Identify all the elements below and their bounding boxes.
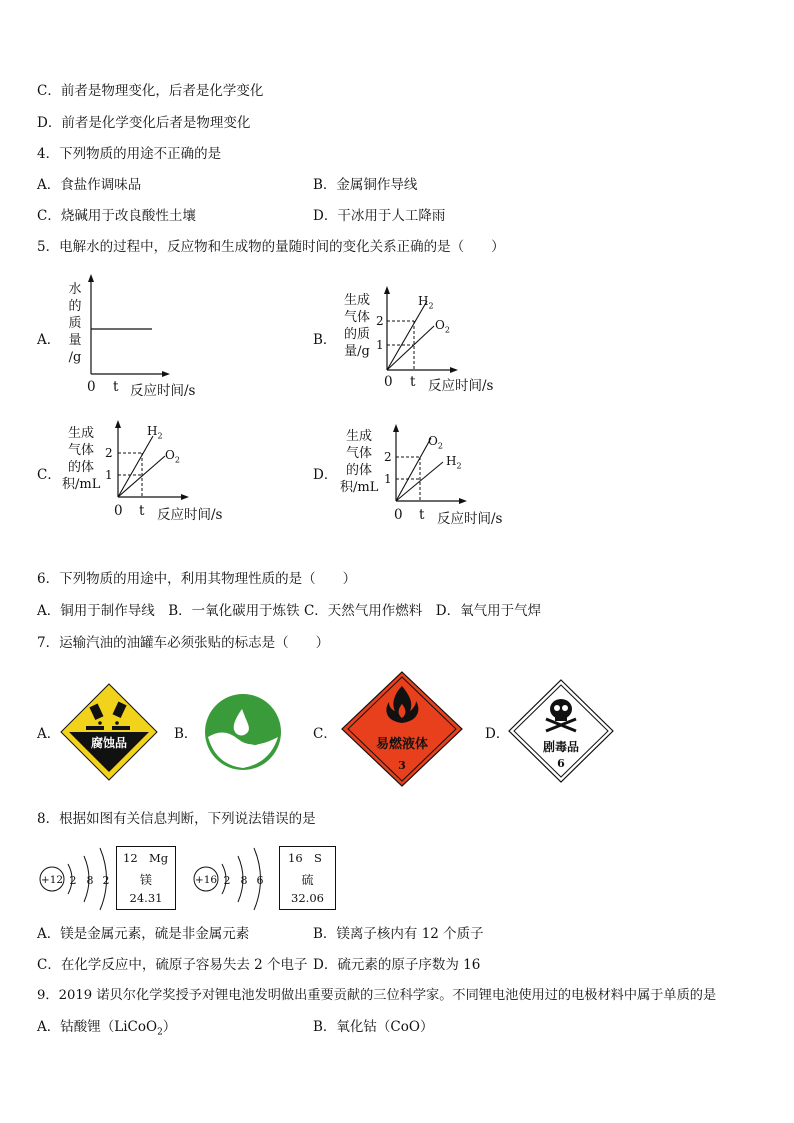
graph-d-ylabel: 生成 气体 的体 积/mL bbox=[340, 429, 379, 495]
svg-text:+12: +12 bbox=[40, 874, 64, 886]
corrosive-sign bbox=[60, 683, 158, 781]
corrosive-label: 腐蚀品 bbox=[90, 736, 128, 750]
s-atom-diagram bbox=[192, 840, 274, 918]
flammable-label: 易燃液体 bbox=[375, 737, 429, 752]
graph-c-ylabel: 生成 气体 的体 积/mL bbox=[62, 426, 101, 492]
toxic-class: 6 bbox=[557, 757, 565, 770]
q8-option-d: D．硫元素的原子序数为 16 bbox=[313, 957, 481, 973]
toxic-sign bbox=[508, 679, 614, 783]
graph-c-tick-2: 2 bbox=[105, 446, 113, 460]
q5-label-a: A． bbox=[37, 332, 61, 348]
graph-b-o2-line bbox=[387, 326, 434, 370]
q6-options: A．铜用于制作导线 B．一氧化碳用于炼铁 C．天然气用作燃料 D．氧气用于气焊 bbox=[37, 603, 542, 619]
svg-text:2: 2 bbox=[102, 874, 110, 887]
svg-text:6: 6 bbox=[256, 874, 264, 887]
graph-b-tick-2: 2 bbox=[376, 314, 384, 328]
q8-stem: 8．根据如图有关信息判断，下列说法错误的是 bbox=[37, 811, 316, 827]
svg-text:2: 2 bbox=[223, 874, 231, 887]
q4-option-b: B．金属铜作导线 bbox=[313, 177, 418, 193]
mg-atom-diagram bbox=[38, 840, 120, 918]
q7-label-c: C． bbox=[313, 726, 337, 742]
q4-stem: 4．下列物质的用途不正确的是 bbox=[37, 146, 222, 162]
graph-b-h2-label: $H_2$ bbox=[418, 294, 434, 311]
svg-text:+16: +16 bbox=[194, 874, 218, 886]
graph-a-t: t bbox=[113, 379, 119, 395]
graph-d-o2-label: $O_2$ bbox=[428, 434, 443, 451]
graph-a-origin: 0 bbox=[87, 379, 96, 395]
svg-text:8: 8 bbox=[240, 874, 248, 887]
q4-option-a: A．食盐作调味品 bbox=[37, 177, 142, 193]
graph-c-xlabel: 反应时间/s bbox=[157, 507, 223, 523]
graph-c-h2-line bbox=[118, 436, 153, 497]
q7-label-a: A． bbox=[37, 726, 61, 742]
q3-option-c: C．前者是物理变化，后者是化学变化 bbox=[37, 83, 264, 99]
graph-b-tick-1: 1 bbox=[376, 338, 384, 352]
graph-b-t: t bbox=[410, 374, 416, 390]
q7-label-d: D． bbox=[485, 726, 510, 742]
q4-option-c: C．烧碱用于改良酸性土壤 bbox=[37, 208, 196, 224]
graph-b-h2-line bbox=[387, 301, 427, 370]
graph-c-origin: 0 bbox=[114, 503, 123, 519]
graph-c-o2-label: $O_2$ bbox=[165, 448, 180, 465]
q5-label-b: B． bbox=[313, 332, 337, 348]
q7-label-b: B． bbox=[174, 726, 198, 742]
q9-option-a: A．钴酸锂（LiCoO$_2$） bbox=[37, 1019, 177, 1038]
q8-option-b: B．镁离子核内有 12 个质子 bbox=[313, 926, 484, 942]
q9-option-b: B．氧化钴（CoO） bbox=[313, 1019, 434, 1035]
graph-c-h2-label: $H_2$ bbox=[147, 424, 163, 441]
graph-d-xlabel: 反应时间/s bbox=[437, 511, 503, 527]
graph-a-ylabel: 水 的 质 量 /g bbox=[68, 282, 82, 365]
graph-d-t: t bbox=[419, 507, 425, 523]
green-logo-sign bbox=[204, 693, 282, 771]
q7-stem: 7．运输汽油的油罐车必须张贴的标志是（ ） bbox=[37, 635, 330, 651]
q8-option-a: A．镁是金属元素，硫是非金属元素 bbox=[37, 926, 250, 942]
q8-option-c: C．在化学反应中，硫原子容易失去 2 个电子 bbox=[37, 957, 308, 973]
graph-c-t: t bbox=[139, 503, 145, 519]
graph-b-ylabel: 生成 气体 的质 量/g bbox=[343, 293, 370, 359]
svg-text:2: 2 bbox=[69, 874, 77, 887]
graph-d-h2-label: $H_2$ bbox=[446, 454, 462, 471]
q4-option-d: D．干冰用于人工降雨 bbox=[313, 208, 446, 224]
q9-stem: 9．2019 诺贝尔化学奖授予对锂电池发明做出重要贡献的三位科学家。不同锂电池使用过的电极材料中属于单质的是 bbox=[37, 988, 717, 1003]
q5-label-c: C． bbox=[37, 467, 61, 483]
s-element-card: 16 S 硫 32.06 bbox=[279, 846, 336, 910]
graph-d-tick-1: 1 bbox=[384, 472, 392, 486]
graph-d-tick-2: 2 bbox=[384, 450, 392, 464]
q5-label-d: D． bbox=[313, 467, 338, 483]
graph-a-xlabel: 反应时间/s bbox=[130, 383, 196, 399]
graph-b-origin: 0 bbox=[384, 374, 393, 390]
q6-stem: 6．下列物质的用途中，利用其物理性质的是（ ） bbox=[37, 571, 357, 587]
mg-element-card: 12 Mg 镁 24.31 bbox=[116, 846, 176, 910]
graph-c-tick-1: 1 bbox=[105, 468, 113, 482]
graph-d-origin: 0 bbox=[394, 507, 403, 523]
q3-option-d: D．前者是化学变化后者是物理变化 bbox=[37, 115, 251, 131]
graph-b-o2-label: $O_2$ bbox=[435, 318, 450, 335]
graph-b-xlabel: 反应时间/s bbox=[428, 378, 494, 394]
flammable-class: 3 bbox=[398, 759, 406, 772]
graph-a bbox=[84, 272, 204, 382]
flammable-liquid-sign bbox=[341, 671, 463, 787]
q5-stem: 5．电解水的过程中，反应物和生成物的量随时间的变化关系正确的是（ ） bbox=[37, 239, 505, 255]
svg-text:8: 8 bbox=[86, 874, 94, 887]
graph-d-o2-line bbox=[396, 438, 431, 501]
toxic-label: 剧毒品 bbox=[542, 740, 580, 754]
